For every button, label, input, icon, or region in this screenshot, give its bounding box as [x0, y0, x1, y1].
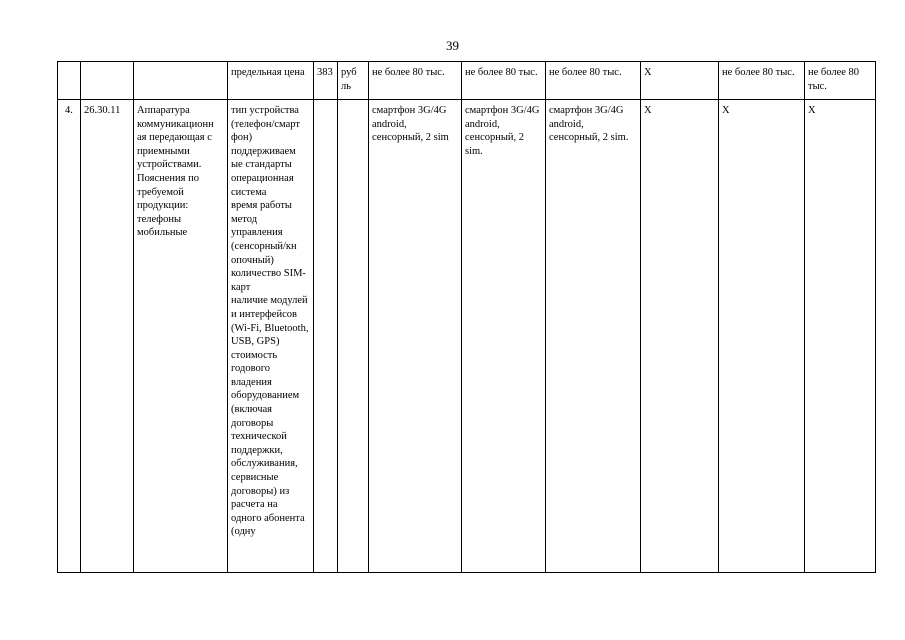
cell-characteristic: тип устройства (телефон/смарт фон) поддерживаем ые стандарты операционная система время работы метод управления (сенсорный/кн опочный) количество SIM-карт наличие модулей и интерфейсов (Wi-Fi, Bluetooth, USB, GPS) стоимость годового владения оборудованием (включая договоры технической поддержки, обслуживания, сервисные договоры) из расчета на одного абонента (одну	[228, 100, 314, 573]
cell-value-2: смартфон 3G/4G android, сенсорный, 2 sim.	[462, 100, 546, 573]
cell-value-4: X	[641, 100, 719, 573]
cell-value-6: X	[805, 100, 876, 573]
cell-unit-name: руб ль	[338, 62, 369, 100]
cell-num	[58, 62, 81, 100]
cell-characteristic: предельная цена	[228, 62, 314, 100]
cell-value-5: не более 80 тыс.	[719, 62, 805, 100]
cell-okpd-code	[81, 62, 134, 100]
page-number: 39	[446, 38, 459, 53]
table-row	[58, 62, 876, 100]
cell-value-3: не более 80 тыс.	[546, 62, 641, 100]
cell-okpd-code: 26.30.11	[81, 100, 134, 573]
cell-unit-name	[338, 100, 369, 573]
cell-product-name	[134, 62, 228, 100]
cell-value-1: смартфон 3G/4G android, сенсорный, 2 sim	[369, 100, 462, 573]
cell-num: 4.	[58, 100, 81, 573]
cell-value-2: не более 80 тыс.	[462, 62, 546, 100]
requirements-table	[57, 61, 876, 573]
table-row	[58, 100, 876, 573]
cell-unit-code: 383	[314, 62, 338, 100]
cell-value-5: X	[719, 100, 805, 573]
cell-value-6: не более 80 тыс.	[805, 62, 876, 100]
cell-value-1: не более 80 тыс.	[369, 62, 462, 100]
cell-product-name: Аппаратура коммуникационн ая передающая с приемными устройствами. Пояснения по требуемой продукции: телефоны мобильные	[134, 100, 228, 573]
cell-unit-code	[314, 100, 338, 573]
cell-value-4: X	[641, 62, 719, 100]
cell-value-3: смартфон 3G/4G android, сенсорный, 2 sim.	[546, 100, 641, 573]
